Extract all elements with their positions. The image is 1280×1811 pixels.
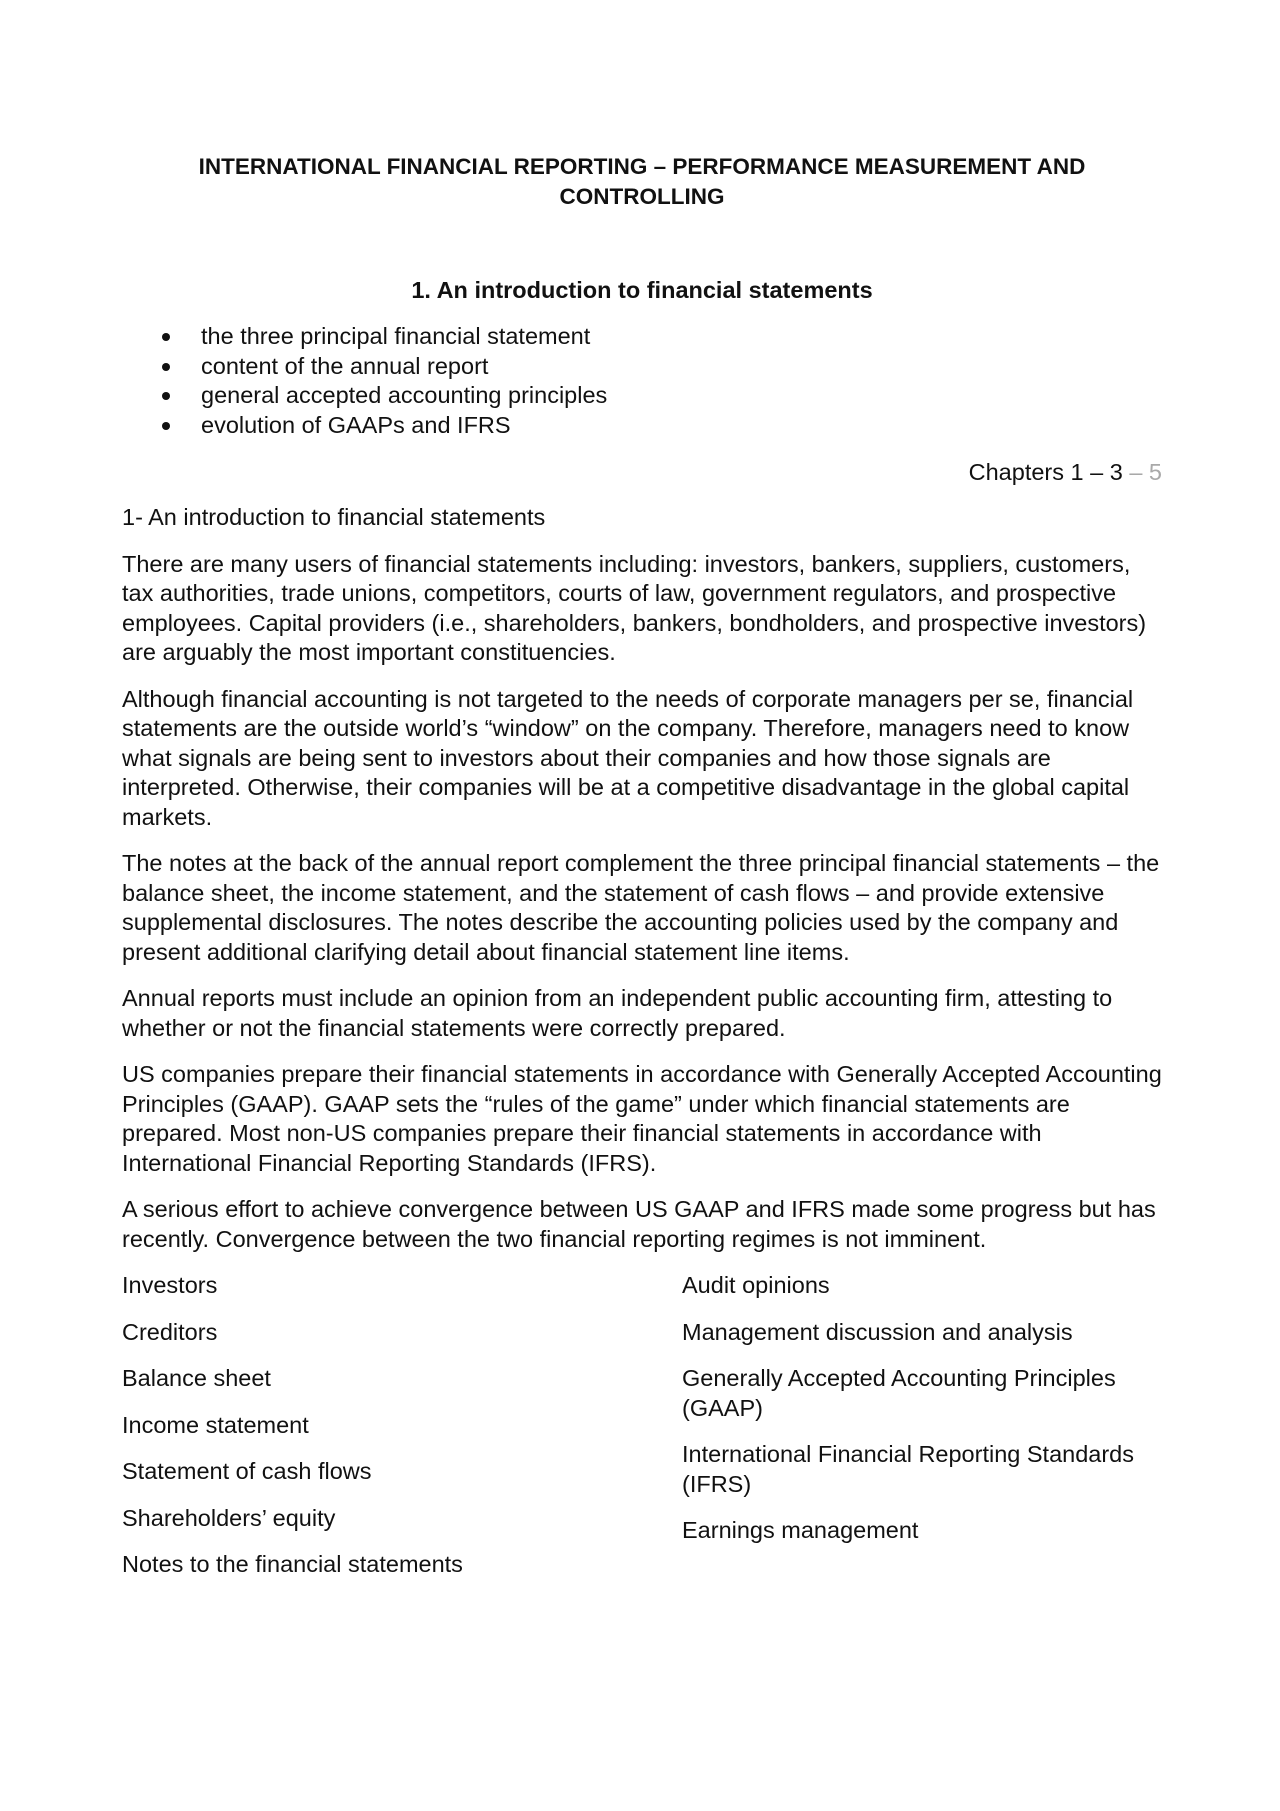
topic-bullet-list [122, 322, 1162, 440]
bullet-text: evolution of GAAPs and IFRS [201, 411, 511, 438]
paragraph: Although financial accounting is not targeted to the needs of corporate managers per se, financial statements are the outside world’s “window” on the company. Therefore, managers need to know what signals are being sent to investors about their companies and how those signals are interpreted. Otherwise, their companies will be at a competitive disadvantage in the global capital markets. [122, 685, 1134, 830]
chapters-reference [969, 457, 1162, 487]
chapters-faded: – 5 [1122, 459, 1162, 485]
bullet-dot-icon [162, 333, 170, 341]
paragraph: Annual reports must include an opinion from an independent public accounting firm, attesting to whether or not the financial statements were correctly prepared. [122, 985, 1113, 1041]
document-title-line-2: CONTROLLING [559, 184, 725, 209]
document-page [122, 0, 1162, 1811]
bullet-item [122, 411, 1162, 441]
paragraph: The notes at the back of the annual report complement the three principal financial statements – the balance sheet, the income statement, and the statement of cash flows – and provide extensive supplemental disclosures. The notes describe the accounting policies used by the company and present additional clarifying detail about financial statement line items. [122, 850, 1160, 965]
paragraph: US companies prepare their financial statements in accordance with Generally Accepted Accounting Principles (GAAP). GAAP sets the “rules of the game” under which financial statements are prepared. Most non-US companies prepare their financial statements in accordance with International Financial Reporting Standards (IFRS). [122, 1061, 1162, 1176]
key-term: Statement of cash flows [122, 1458, 372, 1484]
body-text [122, 503, 1162, 1271]
key-term: Balance sheet [122, 1365, 271, 1391]
bullet-dot-icon [162, 422, 170, 430]
key-terms-left-column [122, 1271, 642, 1597]
key-term: Generally Accepted Accounting Principles (GAAP) [682, 1365, 1116, 1421]
key-term: Notes to the financial statements [122, 1551, 463, 1577]
key-terms-right-column [682, 1271, 1162, 1563]
document-title-line-1: INTERNATIONAL FINANCIAL REPORTING – PERFORMANCE MEASUREMENT AND [198, 154, 1086, 179]
key-term: Creditors [122, 1318, 218, 1345]
bullet-text: general accepted accounting principles [201, 382, 608, 408]
chapters-main: Chapters 1 – 3 [968, 459, 1123, 485]
bullet-item [122, 352, 1162, 382]
bullet-item [122, 322, 1162, 352]
key-term: Management discussion and analysis [682, 1318, 1073, 1345]
key-term: Investors [122, 1272, 218, 1298]
paragraph: A serious effort to achieve convergence between US GAAP and IFRS made some progress but has recently. Convergence between the two financial reporting regimes is not imminent. [122, 1196, 1156, 1252]
bullet-dot-icon [162, 363, 170, 371]
bullet-item [122, 381, 1162, 411]
key-term: International Financial Reporting Standards (IFRS) [682, 1441, 1134, 1497]
key-term: Earnings management [682, 1517, 919, 1543]
bullet-text: the three principal financial statement [201, 323, 591, 349]
key-term: Income statement [122, 1411, 309, 1438]
subheading: 1- An introduction to financial statements [122, 504, 546, 530]
document-title [122, 152, 1162, 212]
key-term: Shareholders’ equity [122, 1504, 336, 1531]
paragraph: There are many users of financial statements including: investors, bankers, suppliers, customers, tax authorities, trade unions, competitors, courts of law, government regulators, and prospective employees. Capital providers (i.e., shareholders, bankers, bondholders, and prospective investors) are arguably the most important constituencies. [122, 550, 1147, 665]
bullet-text: content of the annual report [201, 352, 489, 379]
bullet-dot-icon [162, 392, 170, 400]
key-term: Audit opinions [682, 1272, 830, 1298]
section-heading: 1. An introduction to financial statements [411, 277, 873, 303]
